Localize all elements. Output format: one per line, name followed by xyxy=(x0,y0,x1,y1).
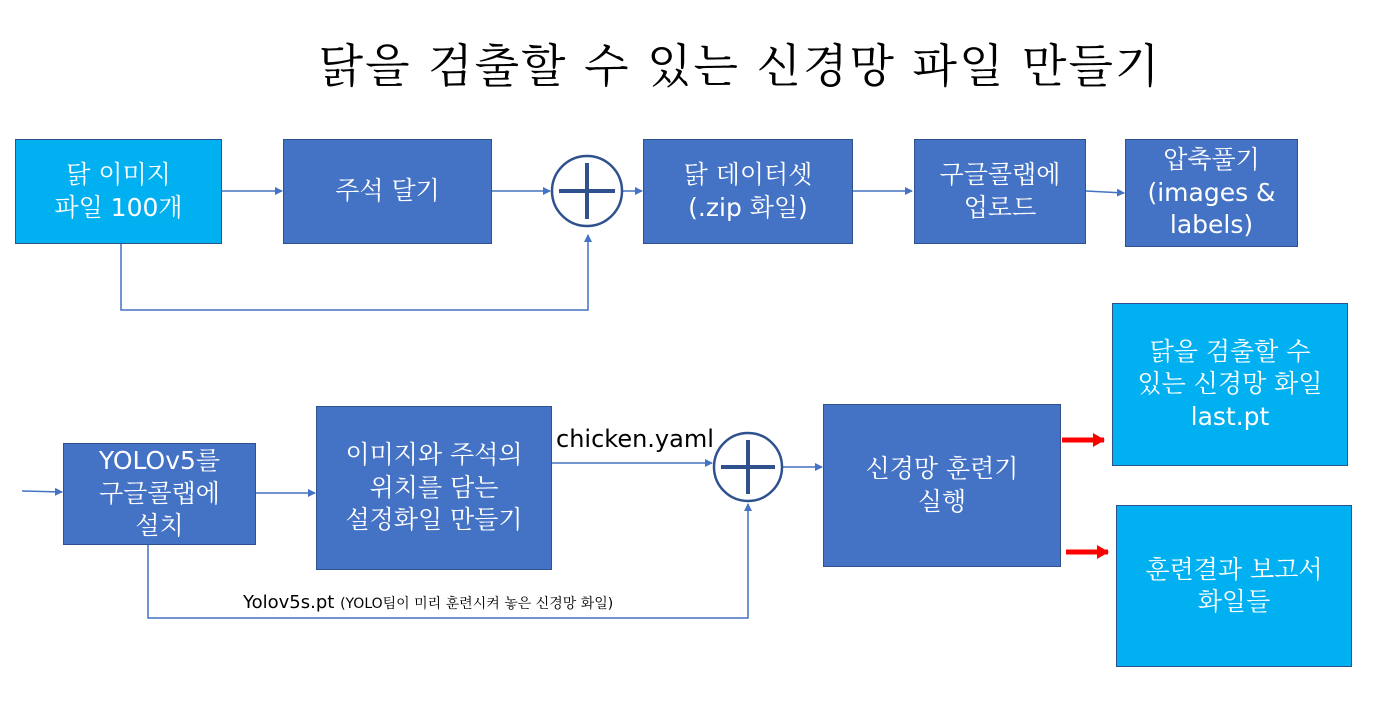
box-model-file: 닭을 검출할 수 있는 신경망 화일 last.pt xyxy=(1112,303,1348,466)
box-train: 신경망 훈련기 실행 xyxy=(823,404,1061,567)
box-upload-colab: 구글콜랩에 업로드 xyxy=(914,139,1086,244)
box-unzip: 압축풀기 (images & labels) xyxy=(1125,139,1298,247)
arrow-upload-to-unzip xyxy=(1086,191,1124,193)
box-dataset: 닭 데이터셋 (.zip 화일) xyxy=(643,139,853,244)
box-install-yolo: YOLOv5를 구글콜랩에 설치 xyxy=(63,443,256,545)
box-annotate: 주석 달기 xyxy=(283,139,492,244)
bypass-images-to-plus xyxy=(121,235,588,310)
weights-note: (YOLO팀이 미리 훈련시켜 놓은 신경망 화일) xyxy=(340,596,614,612)
box-config-file: 이미지와 주석의 위치를 담는 설정화일 만들기 xyxy=(316,406,552,570)
page-title: 닭을 검출할 수 있는 신경망 파일 만들기 xyxy=(318,39,1162,93)
arrow-input-to-install xyxy=(22,491,62,492)
merge-plus-top xyxy=(552,156,622,226)
weights-file-name: Yolov5s.pt xyxy=(243,592,335,613)
weights-label xyxy=(243,592,613,613)
box-report-files: 훈련결과 보고서 화일들 xyxy=(1116,505,1352,667)
merge-plus-bottom xyxy=(714,433,782,501)
box-chicken-images: 닭 이미지 파일 100개 xyxy=(15,139,222,244)
yaml-label: chicken.yaml xyxy=(556,425,714,453)
